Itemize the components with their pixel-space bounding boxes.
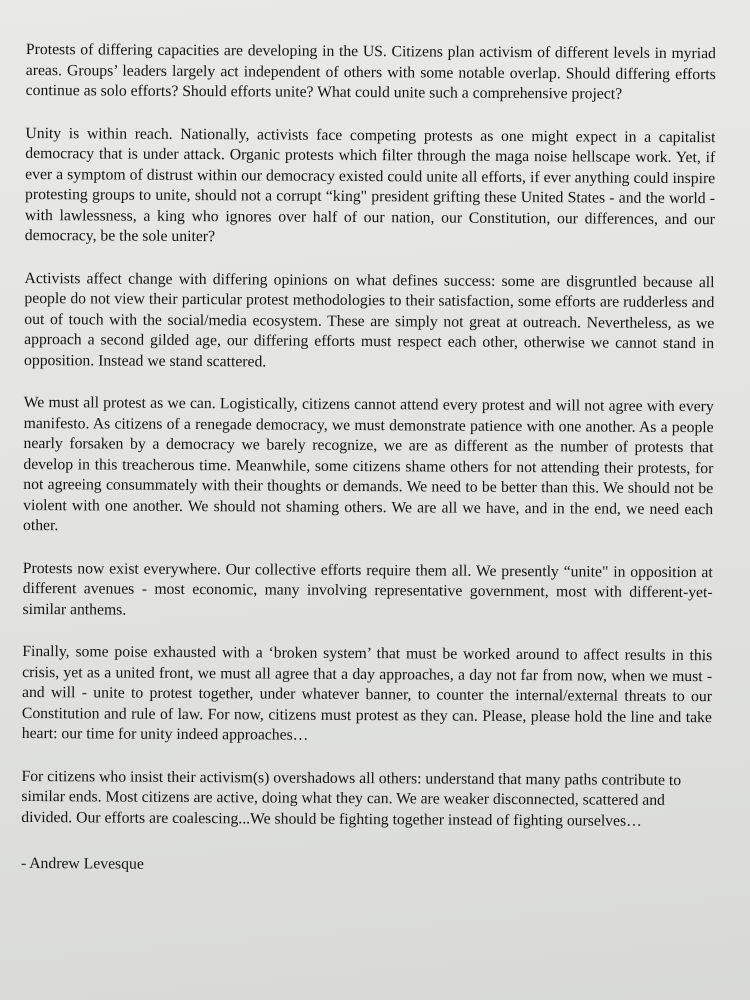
paragraph-4: We must all protest as we can. Logistically, citizens cannot attend every protest and will not agree with every manifesto. As citizens of a renegade democracy, we must demonstrate patience with one another. As a people nearly forsaken by a democracy we barely recognize, we are as different as the number of protests that develop in this treacherous time. Meanwhile, some citizens shame others for not attending their protests, for not agreeing consummately with their thoughts or demands. We need to be better than this. We should not be violent with one another. We should not shaming others. We are all we have, and in the end, we need each other. xyxy=(22,393,714,535)
paragraph-5: Protests now exist everywhere. Our collective efforts require them all. We presently “unite" in opposition at different avenues - most economic, many involving representative government, most with different-yet-similar anthems. xyxy=(22,559,713,619)
paragraph-2: Unity is within reach. Nationally, activists face competing protests as one might expect in a capitalist democracy that is under attack. Organic protests which filter through the maga noise hellscape work. Yet, if ever a symptom of distrust within our democracy existed could unite all efforts, if ever anything could inspire protesting groups to unite, should not a corrupt “king" president grifting these United States - and the world - with lawlessness, a king who ignores over half of our nation, our Constitution, our differences, and our democracy, be the sole uniter? xyxy=(24,124,716,246)
document-body xyxy=(21,40,716,901)
paragraph-7: For citizens who insist their activism(s) overshadows all others: understand that many paths contribute to similar ends. Most citizens are active, doing what they can. We are weaker disconnected, scattered and divided. Our efforts are coalescing...We should be fighting together instead of fighting ourselves… xyxy=(21,767,682,830)
paragraph-3: Activists affect change with differing opinions on what defines success: some are disgruntled because all people do not view their particular protest methodologies to their satisfaction, some efforts are rudderless and out of touch with the social/media ecosystem. These are simply not great at outreach. Nevertheless, as we approach a second gilded age, our differing efforts must respect each other, otherwise we cannot stand in opposition. Instead we stand scattered. xyxy=(23,269,715,370)
paragraph-6: Finally, some poise exhausted with a ‘broken system’ that must be worked around to affect results in this crisis, yet as a united front, we must all agree that a day approaches, a day not far from now, when we must - and will - unite to protest together, under whatever banner, to counter the internal/external threats to our Constitution and rule of law. For now, citizens must protest as they can. Please, please hold the line and take heart: our time for unity indeed approaches… xyxy=(21,642,713,744)
paragraph-1: Protests of differing capacities are developing in the US. Citizens plan activism of different levels in myriad areas. Groups’ leaders largely act independent of others with some notable overlap. Should differing efforts continue as solo efforts? Should efforts unite? What could unite such a comprehensive project? xyxy=(25,40,716,103)
signature: - Andrew Levesque xyxy=(20,854,144,873)
